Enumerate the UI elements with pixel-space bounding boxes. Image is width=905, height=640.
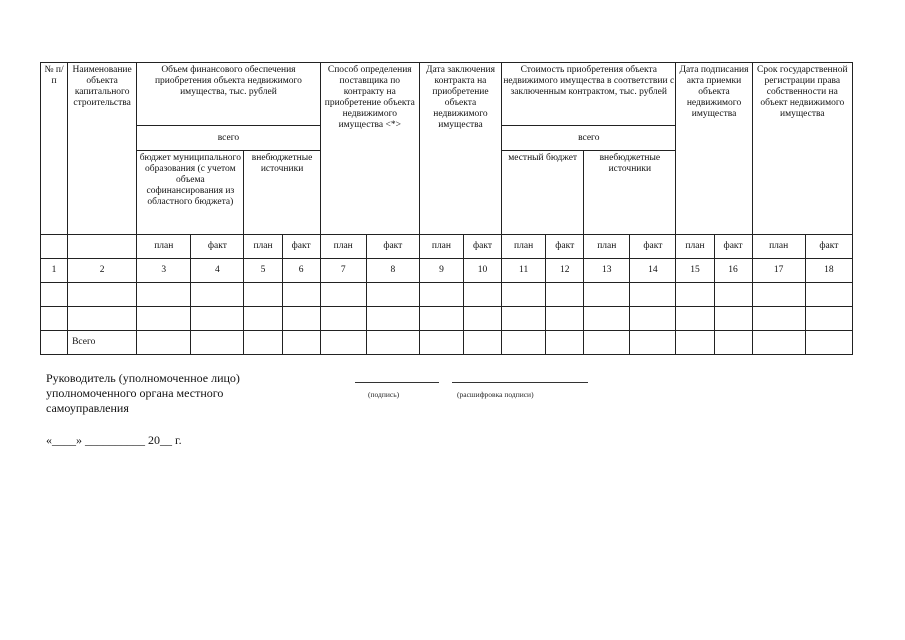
column-number: 6: [282, 259, 320, 283]
column-number: 10: [463, 259, 501, 283]
date-line: «____» __________ 20__ г.: [46, 433, 182, 447]
fact-label: факт: [366, 235, 419, 259]
column-number-row: [41, 259, 853, 283]
plan-fact-row: [41, 235, 853, 259]
header-cost: Стоимость приобретения объекта недвижимого имущества в соответствии с заключенным контрактом, тыс. рублей: [502, 63, 676, 126]
column-number: 11: [502, 259, 546, 283]
header-local-budget: местный бюджет: [502, 151, 584, 235]
total-row-label: Всего: [68, 331, 137, 355]
header-cost-total: всего: [502, 126, 676, 151]
signature-decode-caption: (расшифровка подписи): [457, 390, 534, 399]
column-number: 2: [68, 259, 137, 283]
column-number: 9: [419, 259, 463, 283]
header-act-date: Дата подписания акта приемки объекта недвижимого имущества: [676, 63, 752, 235]
header-municipal-budget: бюджет муниципального образования (с учетом объема софинансирования из областного бюджета): [137, 151, 244, 235]
header-registration-term: Срок государственной регистрации права собственности на объект недвижимого имущества: [752, 63, 852, 235]
column-number: 5: [244, 259, 282, 283]
fact-label: факт: [191, 235, 244, 259]
fact-label: факт: [805, 235, 852, 259]
plan-label: план: [584, 235, 630, 259]
column-number: 8: [366, 259, 419, 283]
empty-data-row: [41, 283, 853, 307]
header-supplier-method: Способ определения поставщика по контракту на приобретение объекта недвижимого имущества <*>: [320, 63, 419, 235]
signature-title-line2: уполномоченного органа местного: [46, 386, 224, 400]
total-row: [41, 331, 853, 355]
header-extrabudget-cost: внебюджетные источники: [584, 151, 676, 235]
header-extrabudget-finance: внебюджетные источники: [244, 151, 320, 235]
header-contract-date: Дата заключения контракта на приобретение объекта недвижимого имущества: [419, 63, 501, 235]
fact-label: факт: [282, 235, 320, 259]
header-object-name: Наименование объекта капитального строительства: [68, 63, 137, 235]
header-num: № п/п: [41, 63, 68, 235]
column-number: 1: [41, 259, 68, 283]
column-number: 17: [752, 259, 805, 283]
column-number: 4: [191, 259, 244, 283]
fact-label: факт: [714, 235, 752, 259]
signature-decode-line: [452, 382, 588, 383]
column-number: 13: [584, 259, 630, 283]
header-finance: Объем финансового обеспечения приобретения объекта недвижимого имущества, тыс. рублей: [137, 63, 320, 126]
plan-label: план: [752, 235, 805, 259]
signature-title-line1: Руководитель (уполномоченное лицо): [46, 371, 240, 385]
report-table: [40, 62, 853, 355]
column-number: 3: [137, 259, 191, 283]
signature-caption: (подпись): [368, 390, 400, 399]
column-number: 18: [805, 259, 852, 283]
column-number: 7: [320, 259, 366, 283]
signature-title-line3: самоуправления: [46, 401, 129, 415]
column-number: 14: [630, 259, 676, 283]
fact-label: факт: [630, 235, 676, 259]
header-finance-total: всего: [137, 126, 320, 151]
plan-label: план: [244, 235, 282, 259]
empty-data-row: [41, 307, 853, 331]
plan-label: план: [676, 235, 714, 259]
column-number: 15: [676, 259, 714, 283]
plan-label: план: [320, 235, 366, 259]
plan-label: план: [419, 235, 463, 259]
fact-label: факт: [546, 235, 584, 259]
fact-label: факт: [463, 235, 501, 259]
plan-label: план: [502, 235, 546, 259]
column-number: 16: [714, 259, 752, 283]
column-number: 12: [546, 259, 584, 283]
plan-label: план: [137, 235, 191, 259]
signature-line: [355, 382, 439, 383]
